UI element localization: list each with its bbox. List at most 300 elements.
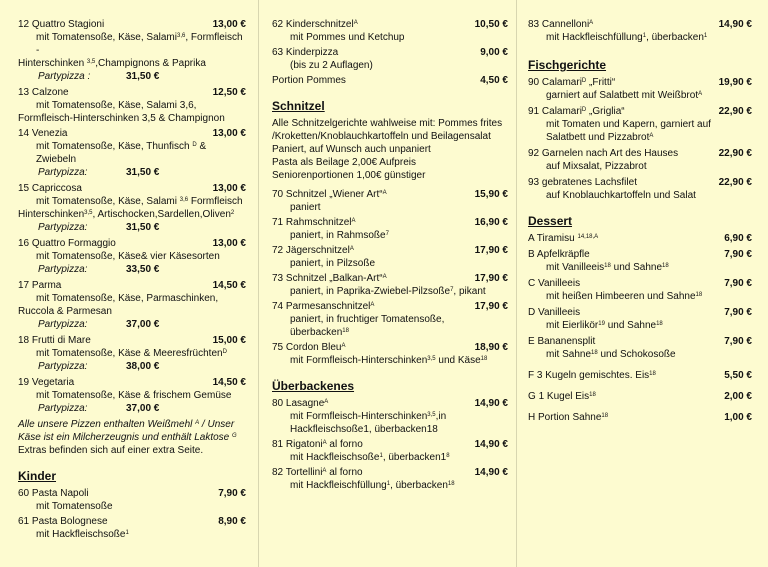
- item-name: [272, 438, 363, 451]
- item-price: 22,90 €: [718, 148, 752, 159]
- item-name: [528, 335, 595, 348]
- item-description: [528, 118, 752, 131]
- item-description: [528, 189, 752, 202]
- item-row: [528, 147, 752, 160]
- schnitzel-item: [272, 188, 508, 214]
- text: mit Sahne: [546, 349, 592, 360]
- fisch-list: [528, 76, 752, 202]
- item-number: 75: [272, 342, 284, 353]
- partypizza-label: Partypizza:: [38, 264, 88, 275]
- text: mit Formfleisch-Hinterschinken: [290, 355, 428, 366]
- item-description-line2: [18, 305, 246, 318]
- superscript: A: [589, 20, 594, 26]
- text: paniert, in Paprika-Zwiebel-Pilzsoße: [290, 286, 451, 297]
- partypizza-label: Partypizza:: [38, 167, 88, 178]
- item-number: 81: [272, 439, 284, 450]
- item-number: 93: [528, 177, 540, 188]
- item-name: [528, 105, 625, 118]
- superscript: 3,5: [84, 210, 93, 216]
- item-title: Quattro Formaggio: [31, 238, 116, 249]
- item-description: [272, 31, 508, 44]
- pasta-item: [528, 18, 752, 44]
- item-price: 14,50 €: [212, 377, 246, 388]
- superscript: A: [324, 399, 329, 405]
- item-row: [528, 18, 752, 31]
- superscript: D: [581, 78, 587, 84]
- text: und Käse: [435, 355, 481, 366]
- section-title-ueberbackenes: Überbackenes: [272, 379, 355, 393]
- dessert-item: [528, 411, 752, 424]
- item-row: [272, 188, 508, 201]
- item-price: 22,90 €: [718, 106, 752, 117]
- item-row: [272, 466, 508, 479]
- text: mit Tomatensoße, Käse, Salami: [36, 32, 177, 43]
- item-title: 3 Kugeln gemischtes. Eis: [536, 370, 650, 381]
- item-title: Quattro Stagioni: [31, 19, 105, 30]
- ueberbackenes-list: [272, 397, 508, 492]
- item-name: [528, 232, 598, 245]
- text: und Sahne: [604, 320, 657, 331]
- item-number: 18: [18, 335, 30, 346]
- text: paniert, in Pilzsoße: [290, 258, 376, 269]
- item-title: Tortellini: [285, 467, 323, 478]
- fisch-item: [528, 76, 752, 102]
- item-price: 14,90 €: [474, 398, 508, 409]
- kinder-item: [18, 515, 246, 541]
- item-name: [272, 18, 358, 31]
- item-description: [18, 99, 246, 112]
- superscript: A: [349, 246, 354, 252]
- item-description: [528, 319, 752, 332]
- superscript: A: [341, 343, 346, 349]
- item-row: [272, 438, 508, 451]
- item-description: [18, 500, 246, 513]
- item-number: 13: [18, 87, 30, 98]
- superscript: 18: [649, 371, 656, 377]
- item-number: B: [528, 249, 535, 260]
- cannelloni-list: [528, 18, 752, 44]
- item-description: [18, 292, 246, 305]
- superscript: 18: [447, 481, 455, 487]
- item-number: 72: [272, 245, 284, 256]
- item-name: [528, 18, 593, 31]
- superscript: 7: [385, 231, 389, 237]
- item-number: 73: [272, 273, 284, 284]
- item-price: 7,90 €: [724, 249, 752, 260]
- item-number: 82: [272, 467, 284, 478]
- item-price: 18,90 €: [474, 342, 508, 353]
- section-title-dessert: Dessert: [528, 214, 573, 228]
- item-row: [272, 74, 508, 87]
- superscript: 18: [342, 328, 349, 334]
- item-name: [272, 272, 387, 285]
- pizza-item: [18, 237, 246, 277]
- item-name: [528, 176, 637, 189]
- item-price: 6,90 €: [724, 233, 752, 244]
- superscript: 8: [446, 453, 450, 459]
- item-row: [18, 182, 246, 195]
- item-price: 2,00 €: [724, 391, 752, 402]
- item-number: 90: [528, 77, 540, 88]
- superscript: 18: [695, 292, 703, 298]
- superscript: 3,6: [179, 197, 189, 203]
- item-description: [272, 451, 508, 464]
- kinder-item: [18, 487, 246, 513]
- text: mit Tomaten und Kapern, garniert auf: [546, 119, 711, 130]
- fisch-item: [528, 147, 752, 173]
- superscript: A: [382, 274, 387, 280]
- kinder-item: [272, 46, 508, 72]
- item-price: 17,90 €: [474, 245, 508, 256]
- partypizza-row: [18, 402, 246, 416]
- superscript: 3,5: [427, 356, 436, 362]
- item-row: [18, 334, 246, 347]
- pizza-list: [18, 18, 246, 416]
- item-title: Vegetaria: [31, 377, 75, 388]
- superscript: D: [192, 142, 197, 148]
- item-number: 91: [528, 106, 540, 117]
- item-price: 7,90 €: [218, 488, 246, 499]
- item-row: [528, 390, 752, 403]
- text: mit Tomatensoße, Käse& vier Käsesorten: [36, 251, 220, 262]
- item-number: 61: [18, 516, 30, 527]
- text: mit Hackfleischfüllung: [546, 32, 643, 43]
- superscript: 1: [703, 33, 708, 39]
- item-row: [528, 105, 752, 118]
- superscript: 1: [125, 530, 129, 536]
- item-number: 60: [18, 488, 30, 499]
- text: , überbacken1: [382, 452, 447, 463]
- schnitzel-item: [272, 272, 508, 298]
- item-price: 14,90 €: [718, 19, 752, 30]
- dessert-item: [528, 390, 752, 403]
- schnitzel-info-line: /Kroketten/Knoblauchkartoffeln und Beilagensalat: [272, 131, 491, 142]
- item-title: Portion Pommes: [272, 75, 346, 86]
- text: Hinterschinken: [18, 58, 87, 69]
- text: , überbacken: [646, 32, 704, 43]
- superscript: A: [698, 91, 703, 97]
- fisch-item: [528, 176, 752, 202]
- superscript: 3,6: [177, 33, 186, 39]
- item-name: [18, 18, 104, 31]
- item-price: 13,00 €: [212, 128, 246, 139]
- partypizza-label: Partypizza:: [38, 319, 88, 330]
- item-description-line2: [272, 423, 508, 436]
- item-title: Calamari: [541, 77, 582, 88]
- item-description: [272, 354, 508, 367]
- superscript: A: [322, 440, 327, 446]
- item-price: 19,90 €: [718, 77, 752, 88]
- kinder-item: [272, 18, 508, 44]
- item-price: 13,00 €: [212, 238, 246, 249]
- menu-column-3: [528, 18, 752, 426]
- item-row: [272, 244, 508, 257]
- item-description: [18, 528, 246, 541]
- dessert-item: [528, 248, 752, 274]
- superscript: 7: [450, 287, 454, 293]
- item-description: [272, 410, 508, 423]
- item-row: [528, 277, 752, 290]
- schnitzel-list: [272, 188, 508, 367]
- text: und Sahne: [610, 262, 663, 273]
- item-number: G: [528, 391, 536, 402]
- text: auf Knoblauchkartoffeln und Salat: [546, 190, 696, 201]
- item-title-tail: al forno: [326, 467, 363, 478]
- superscript: 18: [662, 263, 669, 269]
- text: mit Tomatensoße, Käse & Meeresfrüchten: [36, 348, 223, 359]
- item-title: Kinderschnitzel: [285, 19, 354, 30]
- text: und Schokosoße: [597, 349, 676, 360]
- item-price: 7,90 €: [724, 278, 752, 289]
- item-number: 74: [272, 301, 284, 312]
- item-row: [528, 411, 752, 424]
- item-row: [18, 376, 246, 389]
- item-price: 15,00 €: [212, 335, 246, 346]
- item-row: [18, 86, 246, 99]
- item-title: Cannelloni: [541, 19, 590, 30]
- item-number: 14: [18, 128, 30, 139]
- item-name: [272, 188, 387, 201]
- item-price: 13,00 €: [212, 19, 246, 30]
- partypizza-price: 31,50 €: [126, 71, 160, 82]
- text: mit Formfleisch-Hinterschinken: [290, 411, 428, 422]
- item-row: [18, 515, 246, 528]
- item-number: 70: [272, 189, 284, 200]
- partypizza-price: 37,00 €: [126, 403, 160, 414]
- text: mit heißen Himbeeren und Sahne: [546, 291, 696, 302]
- superscript: 18: [480, 356, 488, 362]
- item-description-line2: [18, 57, 246, 70]
- text: mit Tomatensoße: [36, 501, 113, 512]
- item-title: Vanilleeis: [538, 307, 581, 318]
- pizza-item: [18, 279, 246, 332]
- text: mit Tomatensoße, Käse & frischem Gemüse: [36, 390, 232, 401]
- text: , Artischocken,Sardellen,Oliven: [92, 209, 231, 220]
- superscript: A: [353, 20, 358, 26]
- text: überbacken: [290, 327, 343, 338]
- item-title: Schnitzel „Wiener Art“: [285, 189, 383, 200]
- item-price: 4,50 €: [480, 75, 508, 86]
- superscript: 1: [386, 481, 391, 487]
- pizza-item: [18, 334, 246, 374]
- item-number: D: [528, 307, 536, 318]
- item-name: [528, 76, 615, 89]
- section-title-kinder: Kinder: [18, 469, 57, 483]
- kinder-list-continued: [272, 18, 508, 87]
- item-name: [528, 411, 608, 424]
- item-price: 15,90 €: [474, 189, 508, 200]
- item-price: 22,90 €: [718, 177, 752, 188]
- item-title: Rahmschnitzel: [285, 217, 352, 228]
- item-description: [528, 31, 752, 44]
- schnitzel-info-line: Pasta als Beilage 2,00€ Aufpreis: [272, 157, 416, 168]
- item-row: [528, 306, 752, 319]
- item-number: 80: [272, 398, 284, 409]
- item-name: [18, 86, 69, 99]
- item-price: 5,50 €: [724, 370, 752, 381]
- schnitzel-info-line: Alle Schnitzelgerichte wahlweise mit: Pommes frites: [272, 118, 503, 129]
- item-number: 17: [18, 280, 30, 291]
- item-row: [528, 176, 752, 189]
- item-name: [18, 182, 82, 195]
- text: Formfleisch-Hinterschinken 3,5 & Champignon: [18, 113, 225, 124]
- item-name: [272, 74, 346, 87]
- text: mit Tomatensoße, Käse, Parmaschinken,: [36, 293, 219, 304]
- pizza-item: [18, 18, 246, 84]
- pizza-item: [18, 86, 246, 125]
- item-row: [528, 76, 752, 89]
- ueberbackenes-item: [272, 397, 508, 436]
- partypizza-label: Partypizza :: [38, 71, 91, 82]
- text: mit Vanilleeis: [546, 262, 605, 273]
- item-number: F: [528, 370, 535, 381]
- text: mit Hackfleischsoße: [36, 529, 126, 540]
- item-title: Vanilleeis: [538, 278, 581, 289]
- item-name: [18, 279, 61, 292]
- item-title: Portion Sahne: [538, 412, 602, 423]
- text: mit Tomatensoße, Käse, Thunfisch: [36, 141, 193, 152]
- item-number: H: [528, 412, 536, 423]
- superscript: A: [370, 302, 375, 308]
- item-name: [272, 244, 354, 257]
- item-description-line2: [18, 208, 246, 221]
- dessert-item: [528, 306, 752, 332]
- item-price: 16,90 €: [474, 217, 508, 228]
- superscript: D: [581, 107, 587, 113]
- fisch-item: [528, 105, 752, 144]
- dessert-item: [528, 232, 752, 245]
- item-row: [272, 397, 508, 410]
- text: mit Pommes und Ketchup: [290, 32, 405, 43]
- superscript: 3,5: [86, 59, 96, 65]
- item-price: 13,00 €: [212, 183, 246, 194]
- section-title-schnitzel: Schnitzel: [272, 99, 325, 113]
- item-price: 7,90 €: [724, 336, 752, 347]
- item-row: [18, 237, 246, 250]
- text: , pikant: [453, 286, 486, 297]
- superscript: 1: [379, 453, 383, 459]
- item-row: [272, 18, 508, 31]
- text: paniert: [290, 202, 321, 213]
- item-description: [528, 290, 752, 303]
- item-title: Apfelkräpfle: [536, 249, 590, 260]
- item-number: 12: [18, 19, 30, 30]
- item-description-line2: [18, 112, 246, 125]
- item-title: 1 Kugel Eis: [538, 391, 590, 402]
- superscript: A: [649, 133, 654, 139]
- item-description: [18, 195, 246, 208]
- partypizza-label: Partypizza:: [38, 403, 88, 414]
- superscript: 3,5: [427, 412, 436, 418]
- column-divider: [258, 0, 259, 567]
- partypizza-row: [18, 221, 246, 235]
- item-name: [18, 237, 116, 250]
- text: Salatbett und Pizzabrot: [546, 132, 650, 143]
- item-row: [272, 272, 508, 285]
- item-title-tail: „Griglia“: [586, 106, 625, 117]
- item-price: 14,90 €: [474, 467, 508, 478]
- superscript: 18: [591, 350, 598, 356]
- pizza-item: [18, 376, 246, 416]
- item-title: Cordon Bleu: [285, 342, 342, 353]
- text: Formfleisch: [188, 196, 243, 207]
- item-row: [272, 216, 508, 229]
- item-description: [528, 348, 752, 361]
- item-description: [272, 201, 508, 214]
- item-description: [528, 89, 752, 102]
- item-title: Bananensplit: [537, 336, 596, 347]
- text: mit Hackfleischsoße: [290, 452, 380, 463]
- partypizza-row: [18, 70, 246, 84]
- item-description-line2: [272, 326, 508, 339]
- item-title: Schnitzel „Balkan-Art“: [285, 273, 383, 284]
- item-row: [528, 369, 752, 382]
- item-name: [528, 306, 580, 319]
- item-number: A: [528, 233, 535, 244]
- item-description: [18, 250, 246, 263]
- item-number: C: [528, 278, 536, 289]
- item-price: 14,50 €: [212, 280, 246, 291]
- item-description-line2: [528, 131, 752, 144]
- item-price: 7,90 €: [724, 307, 752, 318]
- item-number: 71: [272, 217, 284, 228]
- item-row: [18, 487, 246, 500]
- item-name: [528, 277, 580, 290]
- pizza-note: [18, 418, 246, 457]
- item-name: [528, 390, 596, 403]
- superscript: 2: [230, 210, 235, 216]
- menu-column-1: [18, 18, 246, 543]
- partypizza-price: 37,00 €: [126, 319, 160, 330]
- schnitzel-item: [272, 216, 508, 242]
- partypizza-price: 38,00 €: [126, 361, 160, 372]
- partypizza-price: 33,50 €: [126, 264, 160, 275]
- partypizza-price: 31,50 €: [126, 222, 160, 233]
- text: Hinterschinken: [18, 209, 85, 220]
- item-price: 9,00 €: [480, 47, 508, 58]
- partypizza-label: Partypizza:: [38, 222, 88, 233]
- partypizza-price: 31,50 €: [126, 167, 160, 178]
- item-description: [272, 229, 508, 242]
- item-number: 92: [528, 148, 540, 159]
- item-title: Tiramisu: [536, 233, 578, 244]
- item-description: [18, 389, 246, 402]
- partypizza-row: [18, 318, 246, 332]
- superscript: A: [382, 190, 387, 196]
- item-description: [18, 31, 246, 57]
- item-title: Parmesanschnitzel: [285, 301, 371, 312]
- menu-column-2: [272, 18, 508, 494]
- text: & Zwiebeln: [36, 141, 207, 165]
- item-name: [18, 334, 91, 347]
- text: mit Tomatensoße, Käse, Salami: [36, 196, 180, 207]
- item-number: E: [528, 336, 535, 347]
- item-number: 62: [272, 19, 284, 30]
- ueberbackenes-item: [272, 438, 508, 464]
- item-description: [18, 347, 246, 360]
- dessert-list: [528, 232, 752, 424]
- item-name: [272, 466, 363, 479]
- item-title: Parma: [31, 280, 62, 291]
- item-description: [528, 160, 752, 173]
- item-price: 8,90 €: [218, 516, 246, 527]
- text: garniert auf Salatbett mit Weißbrot: [546, 90, 699, 101]
- partypizza-label: Partypizza:: [38, 361, 88, 372]
- dessert-item: [528, 277, 752, 303]
- item-name: [18, 127, 68, 140]
- item-description: [272, 59, 508, 72]
- text: ,in: [435, 411, 447, 422]
